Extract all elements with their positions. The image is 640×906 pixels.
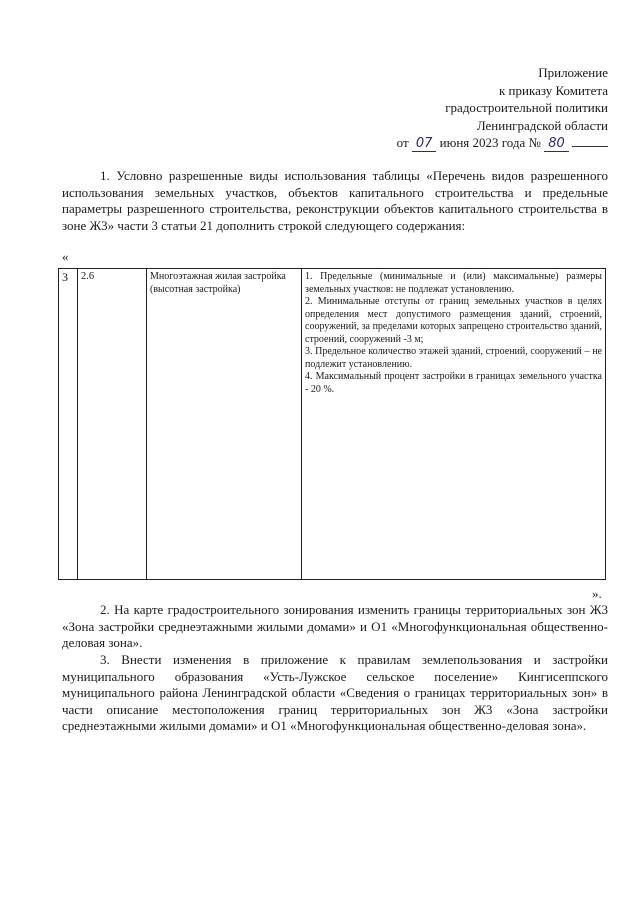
paragraph-3: 3. Внести изменения в приложение к правилам землепользования и застройки муниципального образования «Усть-Лужское сельское поселение» Кингисеппского муниципального района Ленинградской области «Сведения о границах территориальных зон» в части описание местоположения границ территориальных зон Ж3 «Зона застройки среднеэтажными жилыми домами» и О1 «Многофункциональная общественно-деловая зона».: [62, 652, 608, 733]
number-underline: [572, 146, 608, 147]
quote-open: «: [62, 249, 69, 264]
header-line-appendix: Приложение: [538, 65, 608, 80]
paragraph-1: 1. Условно разрешенные виды использования таблицы «Перечень видов разрешенного использования земельных участков, объектов капитального строительства и предельные параметры разрешенного строительства, реконструкции объектов капитального строительства в зоне Ж3» части 3 статьи 21 дополнить строкой следующего содержания:: [62, 168, 608, 233]
requirement-item: 2. Минимальные отступы от границ земельных участков в целях определения мест допустимого размещения зданий, строений, сооружений, за пределами которых запрещено строительство зданий, строений, сооружений -3 м;: [305, 296, 602, 345]
cell-requirements: [302, 269, 606, 580]
date-prefix: от: [396, 135, 409, 150]
requirement-item: 3. Предельное количество этажей зданий, строений, сооружений – не подлежит установлению.: [305, 346, 602, 370]
cell-usage-code: 2.6: [78, 269, 147, 580]
handwritten-day: 07: [412, 137, 437, 152]
header-line-order: к приказу Комитета: [498, 82, 608, 98]
handwritten-order-number: 80: [544, 137, 569, 152]
header-date-line: [348, 134, 608, 152]
zone-usage-table: [58, 268, 606, 580]
requirement-item: 4. Максимальный процент застройки в границах земельного участка - 20 %.: [305, 371, 602, 395]
quote-close: ».: [592, 586, 602, 601]
table-row: [59, 269, 606, 580]
appendix-header: [348, 64, 608, 152]
header-line-region: Ленинградской области: [476, 117, 608, 133]
paragraph-2: 2. На карте градостроительного зонирования изменить границы территориальных зон Ж3 «Зона застройки среднеэтажными жилыми домами» и О1 «Многофункциональная общественно-деловая зона».: [62, 602, 608, 650]
date-middle: июня 2023 года №: [439, 135, 541, 150]
requirement-item: 1. Предельные (минимальные и (или) максимальные) размеры земельных участков: не подлежат установлению.: [305, 271, 602, 295]
cell-row-number: 3: [59, 269, 78, 580]
header-line-committee: градостроительной политики: [445, 100, 608, 115]
cell-usage-name: Многоэтажная жилая застройка (высотная застройка): [147, 269, 302, 580]
